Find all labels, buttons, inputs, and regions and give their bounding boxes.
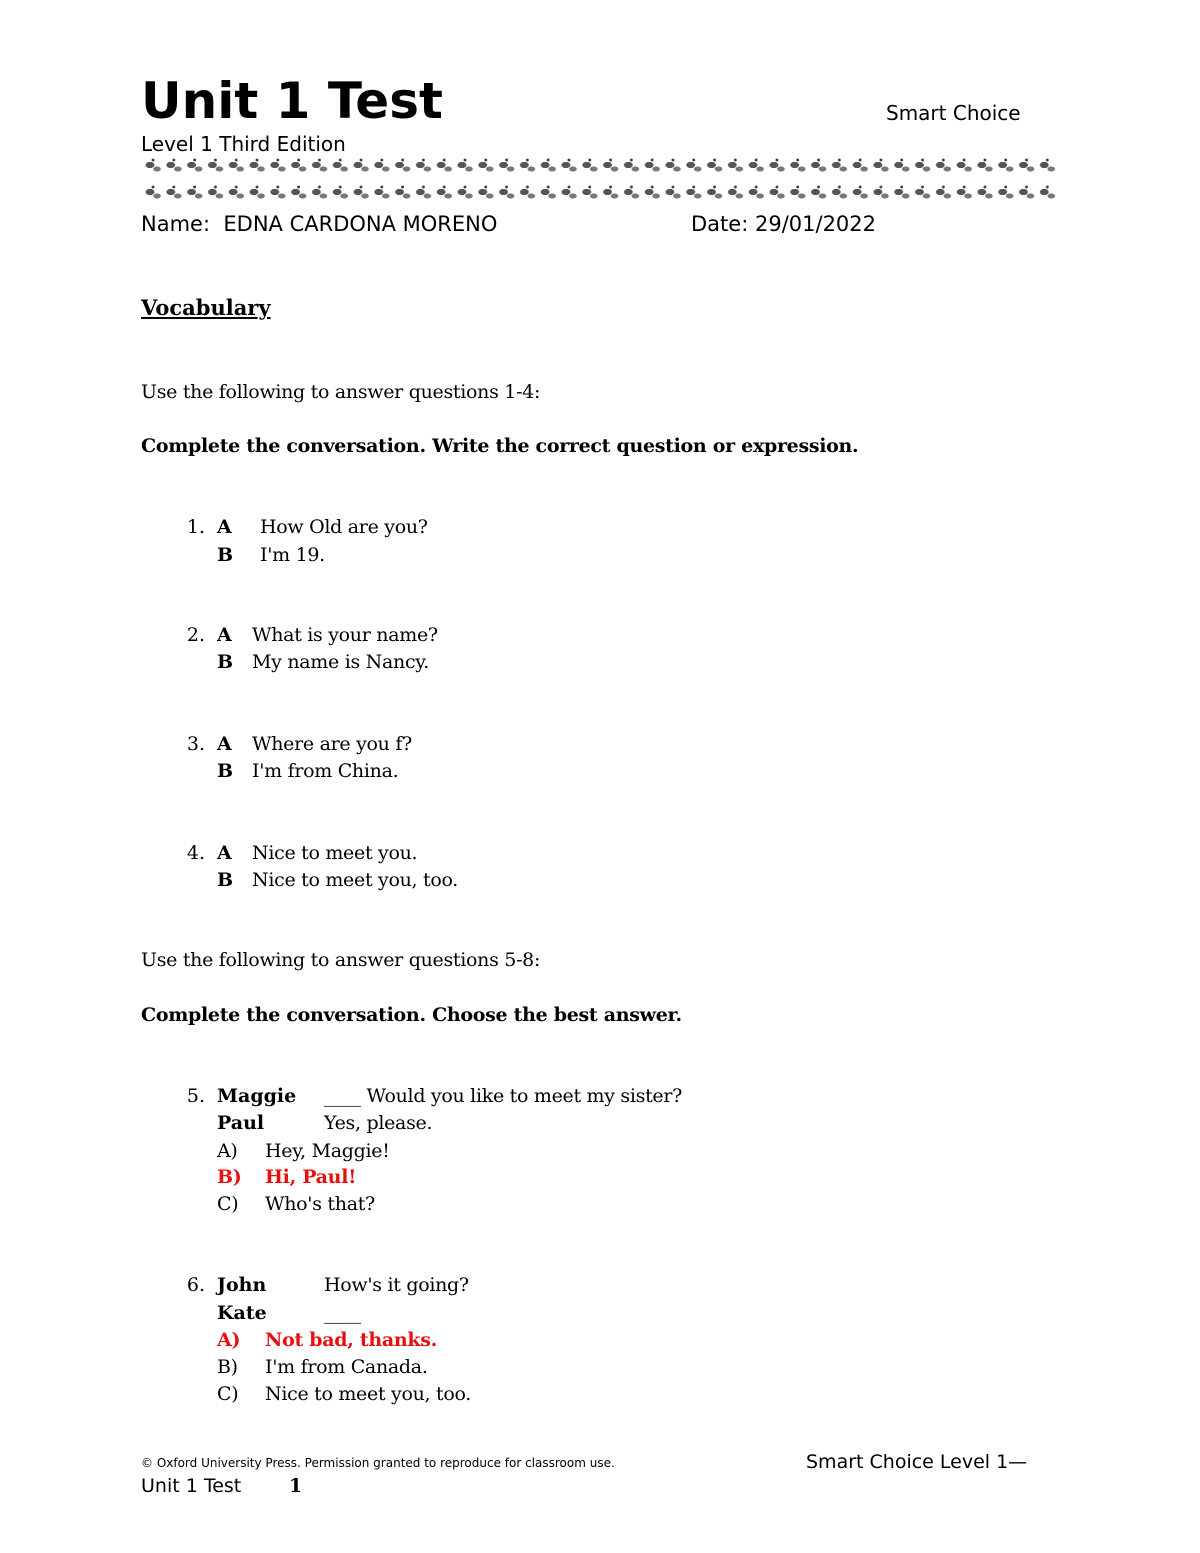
speaker-name: Paul [217, 1112, 265, 1134]
part1-intro: Use the following to answer questions 1-4: [141, 381, 541, 403]
option-label: C) [217, 1383, 239, 1405]
option-text: Not bad, thanks. [265, 1329, 437, 1351]
answer-b-field[interactable]: Nice to meet you, too. [252, 869, 459, 891]
brand-label: Smart Choice [886, 101, 1021, 125]
date-value: 29/01/2022 [754, 212, 877, 236]
footer-unit-label: Unit 1 Test [141, 1475, 242, 1497]
option-b[interactable] [217, 1354, 428, 1380]
answer-blank: ____ [324, 1302, 361, 1324]
decorative-border-bottom [143, 184, 1059, 204]
question-number: 2. [186, 624, 205, 646]
speaker-name: Maggie [217, 1085, 297, 1107]
speaker-a-label: A [217, 624, 232, 646]
option-text: Who's that? [265, 1193, 375, 1215]
section-heading: Vocabulary [141, 295, 271, 320]
date-line [691, 210, 876, 238]
footer-book-title: Smart Choice Level 1— [806, 1451, 1028, 1473]
question-number: 4. [186, 842, 205, 864]
decorative-border-top [143, 157, 1059, 177]
option-a[interactable] [217, 1138, 390, 1164]
question-number: 6. [186, 1274, 205, 1296]
speaker-b-label: B [217, 544, 234, 566]
option-label: C) [217, 1193, 239, 1215]
option-b-selected[interactable] [217, 1164, 357, 1190]
dialogue-line: ____ Would you like to meet my sister? [324, 1085, 683, 1107]
speaker-name: Kate [217, 1302, 267, 1324]
line-b-text: I'm from China. [252, 760, 399, 782]
option-a-selected[interactable] [217, 1327, 437, 1353]
name-label: Name: [141, 212, 211, 236]
option-text: Hi, Paul! [265, 1166, 357, 1188]
speaker-a-label: A [217, 733, 232, 755]
part1-instruction: Complete the conversation. Write the correct question or expression. [141, 435, 859, 457]
dialogue-line: Yes, please. [324, 1112, 433, 1134]
student-name-line [141, 210, 497, 238]
option-c[interactable] [217, 1191, 375, 1217]
question-number: 5. [186, 1085, 205, 1107]
line-b-text: My name is Nancy. [252, 651, 429, 673]
option-label: A) [217, 1140, 238, 1162]
line-a-text: Nice to meet you. [252, 842, 418, 864]
part2-instruction: Complete the conversation. Choose the best answer. [141, 1004, 682, 1026]
speaker-b-label: B [217, 869, 234, 891]
option-label: A) [217, 1329, 241, 1351]
line-b-text: I'm 19. [260, 544, 325, 566]
answer-a-field[interactable]: Where are you f? [252, 733, 412, 755]
part2-intro: Use the following to answer questions 5-8: [141, 949, 541, 971]
option-text: I'm from Canada. [265, 1356, 428, 1378]
option-c[interactable] [217, 1381, 472, 1407]
answer-a-field[interactable]: How Old are you? [260, 516, 428, 538]
speaker-b-label: B [217, 760, 234, 782]
dialogue-line: How's it going? [324, 1274, 469, 1296]
date-label: Date: [691, 212, 749, 236]
edition-subtitle: Level 1 Third Edition [141, 132, 346, 156]
copyright-notice: © Oxford University Press. Permission granted to reproduce for classroom use. [141, 1456, 615, 1470]
speaker-name: John [217, 1274, 267, 1296]
option-text: Nice to meet you, too. [265, 1383, 472, 1405]
page-number: 1 [289, 1475, 303, 1497]
question-number: 3. [186, 733, 205, 755]
speaker-a-label: A [217, 842, 232, 864]
speaker-a-label: A [217, 516, 232, 538]
speaker-b-label: B [217, 651, 234, 673]
option-text: Hey, Maggie! [265, 1140, 390, 1162]
student-name-value: EDNA CARDONA MORENO [223, 212, 498, 236]
page-title: Unit 1 Test [141, 72, 443, 130]
answer-a-field[interactable]: What is your name? [252, 624, 438, 646]
option-label: B) [217, 1166, 242, 1188]
question-number: 1. [186, 516, 205, 538]
option-label: B) [217, 1356, 238, 1378]
